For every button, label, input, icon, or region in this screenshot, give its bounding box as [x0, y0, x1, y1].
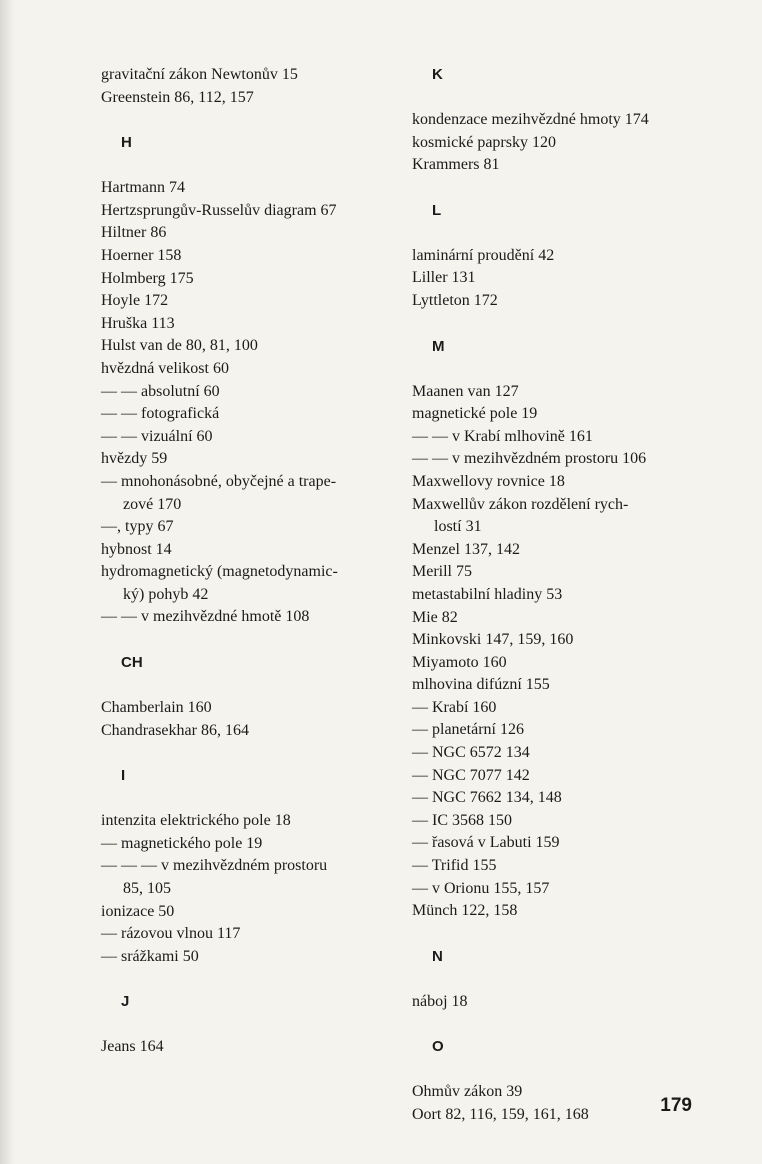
index-entry-text: Hoyle 172 — [101, 292, 169, 310]
index-entry-text: ionizace 50 — [101, 902, 175, 920]
index-entry-text: — planetární 126 — [412, 721, 524, 739]
index-entry-text: — — — v mezihvězdném prostoru — [101, 857, 328, 875]
index-section-letter: L — [432, 201, 442, 219]
index-entry-text: — NGC 7662 134, 148 — [412, 789, 562, 807]
index-entry — [412, 832, 702, 855]
index-entry — [412, 855, 702, 878]
index-entry — [101, 64, 391, 87]
index-entry — [101, 448, 391, 471]
index-entry — [412, 381, 702, 404]
index-entry — [101, 946, 391, 969]
index-entry — [412, 674, 702, 697]
index-entry — [412, 539, 702, 562]
index-entry-text: — řasová v Labuti 159 — [412, 834, 560, 852]
index-entry-text: hvězdná velikost 60 — [101, 359, 229, 377]
index-section-letter: I — [121, 767, 126, 785]
index-entry-text: laminární proudění 42 — [412, 246, 555, 264]
index-entry — [101, 313, 391, 336]
index-entry — [101, 720, 391, 743]
index-entry — [412, 742, 702, 765]
index-entry — [412, 154, 702, 177]
index-entry-text: — Krabí 160 — [412, 698, 497, 716]
index-entry-text: Menzel 137, 142 — [412, 540, 520, 558]
index-entry-text: Oort 82, 116, 159, 161, 168 — [412, 1106, 589, 1123]
index-entry-text: Jeans 164 — [101, 1038, 164, 1056]
index-entry-text: Ohmův zákon 39 — [412, 1083, 523, 1101]
index-entry — [412, 900, 702, 923]
index-entry-continuation: ký) pohyb 42 — [123, 585, 209, 603]
index-entry-text: Greenstein 86, 112, 157 — [101, 88, 254, 106]
index-entry — [101, 381, 391, 404]
index-entry — [101, 697, 391, 720]
index-entry-text: Maxwellovy rovnice 18 — [412, 472, 565, 490]
index-entry-text: Münch 122, 158 — [412, 902, 518, 920]
index-entry — [101, 923, 391, 946]
index-entry — [412, 652, 702, 675]
page-number: 179 — [660, 1095, 692, 1116]
index-entry — [412, 697, 702, 720]
index-section-letter: M — [432, 337, 445, 355]
index-entry-text: —, typy 67 — [101, 518, 174, 536]
index-entry — [412, 810, 702, 833]
index-entry-text: — Trifid 155 — [412, 857, 497, 875]
index-entry — [101, 200, 391, 223]
index-entry — [101, 516, 391, 539]
index-entry-text: Maxwellův zákon rozdělení rych- — [412, 495, 629, 513]
index-entry — [101, 268, 391, 291]
index-entry-continuation: lostí 31 — [434, 518, 482, 536]
index-entry — [412, 584, 702, 607]
index-entry-text: — mnohonásobné, obyčejné a trape- — [101, 472, 337, 490]
index-entry-text: — — absolutní 60 — [101, 382, 220, 400]
index-entry-text: hvězdy 59 — [101, 450, 168, 468]
index-entry — [412, 1081, 702, 1104]
index-entry-text: Mie 82 — [412, 608, 458, 626]
index-entry-text: Miyamoto 160 — [412, 653, 507, 671]
index-entry — [412, 494, 702, 539]
index-entry-text: hydromagnetický (magnetodynamic- — [101, 563, 338, 581]
index-entry-text: gravitační zákon Newtonův 15 — [101, 66, 298, 83]
index-entry-text: — NGC 6572 134 — [412, 744, 530, 762]
index-entry — [101, 1036, 391, 1059]
index-entry-text: — — vizuální 60 — [101, 427, 213, 445]
index-entry-text: mlhovina difúzní 155 — [412, 676, 550, 694]
index-entry — [101, 901, 391, 924]
index-entry — [101, 606, 391, 629]
index-entry-text: náboj 18 — [412, 992, 468, 1010]
index-entry-text: — srážkami 50 — [101, 947, 199, 965]
index-entry — [101, 539, 391, 562]
index-entry-text: — — v Krabí mlhovině 161 — [412, 427, 593, 445]
index-entry-text: Hoerner 158 — [101, 246, 182, 264]
index-entry-text: hybnost 14 — [101, 540, 172, 558]
index-section-letter: O — [432, 1038, 444, 1056]
index-entry-text: Holmberg 175 — [101, 269, 194, 287]
index-entry-text: Chandrasekhar 86, 164 — [101, 721, 249, 739]
index-entry — [101, 245, 391, 268]
index-entry — [412, 629, 702, 652]
index-entry — [412, 765, 702, 788]
index-entry — [412, 719, 702, 742]
index-entry — [101, 810, 391, 833]
index-section-letter: N — [432, 947, 443, 965]
index-entry — [101, 290, 391, 313]
index-entry — [412, 991, 702, 1014]
index-entry — [412, 290, 702, 313]
index-entry — [412, 245, 702, 268]
index-entry-text: — — v mezihvězdné hmotě 108 — [101, 608, 310, 626]
index-entry-text: magnetické pole 19 — [412, 405, 538, 423]
index-entry-continuation: 85, 105 — [123, 880, 171, 898]
index-entry — [412, 426, 702, 449]
index-entry-text: kondenzace mezihvězdné hmoty 174 — [412, 111, 649, 128]
index-entry — [412, 448, 702, 471]
index-entry — [412, 607, 702, 630]
index-entry-text: — — fotografická — [101, 405, 220, 423]
index-section-letter: J — [121, 993, 130, 1011]
index-entry — [101, 833, 391, 856]
index-entry — [412, 471, 702, 494]
index-entry — [412, 878, 702, 901]
index-entry — [412, 403, 702, 426]
index-entry — [412, 267, 702, 290]
index-entry-text: kosmické paprsky 120 — [412, 133, 556, 151]
index-entry — [101, 335, 391, 358]
index-section-letter: K — [432, 66, 443, 83]
index-entry-continuation: zové 170 — [123, 495, 182, 513]
index-entry — [101, 471, 391, 516]
index-entry-text: intenzita elektrického pole 18 — [101, 812, 291, 830]
index-entry-text: — v Orionu 155, 157 — [412, 879, 550, 897]
index-entry-text: — magnetického pole 19 — [101, 834, 263, 852]
index-entry-text: — rázovou vlnou 117 — [101, 925, 241, 943]
index-column-right — [412, 64, 702, 1127]
index-entry-text: Chamberlain 160 — [101, 699, 212, 717]
index-entry-text: Merill 75 — [412, 563, 472, 581]
page-gutter-shadow — [0, 0, 14, 1164]
index-entry — [101, 561, 391, 606]
index-entry-text: — NGC 7077 142 — [412, 766, 530, 784]
index-entry — [101, 403, 391, 426]
index-entry-text: — IC 3568 150 — [412, 811, 512, 829]
index-entry-text: Maanen van 127 — [412, 382, 519, 400]
index-entry — [101, 855, 391, 900]
index-entry-text: metastabilní hladiny 53 — [412, 585, 563, 603]
index-entry — [412, 561, 702, 584]
index-entry — [101, 358, 391, 381]
index-column-left — [101, 64, 391, 1059]
index-section-letter: H — [121, 134, 132, 152]
index-entry — [101, 426, 391, 449]
index-entry — [412, 1104, 702, 1127]
index-entry-text: Lyttleton 172 — [412, 291, 498, 309]
index-entry — [412, 132, 702, 155]
index-entry — [101, 87, 391, 110]
index-entry-text: — — v mezihvězdném prostoru 106 — [412, 450, 647, 468]
index-entry — [412, 109, 702, 132]
index-entry — [412, 787, 702, 810]
index-entry-text: Minkovski 147, 159, 160 — [412, 631, 574, 649]
index-entry-text: Hartmann 74 — [101, 179, 185, 197]
index-entry-text: Hulst van de 80, 81, 100 — [101, 337, 258, 355]
index-section-letter: CH — [121, 654, 143, 672]
index-entry — [101, 222, 391, 245]
index-entry-text: Hiltner 86 — [101, 224, 167, 242]
index-entry-text: Krammers 81 — [412, 156, 500, 174]
index-entry-text: Hertzsprungův-Russelův diagram 67 — [101, 201, 337, 219]
index-entry-text: Liller 131 — [412, 269, 476, 287]
index-entry — [101, 177, 391, 200]
index-entry-text: Hruška 113 — [101, 314, 175, 332]
